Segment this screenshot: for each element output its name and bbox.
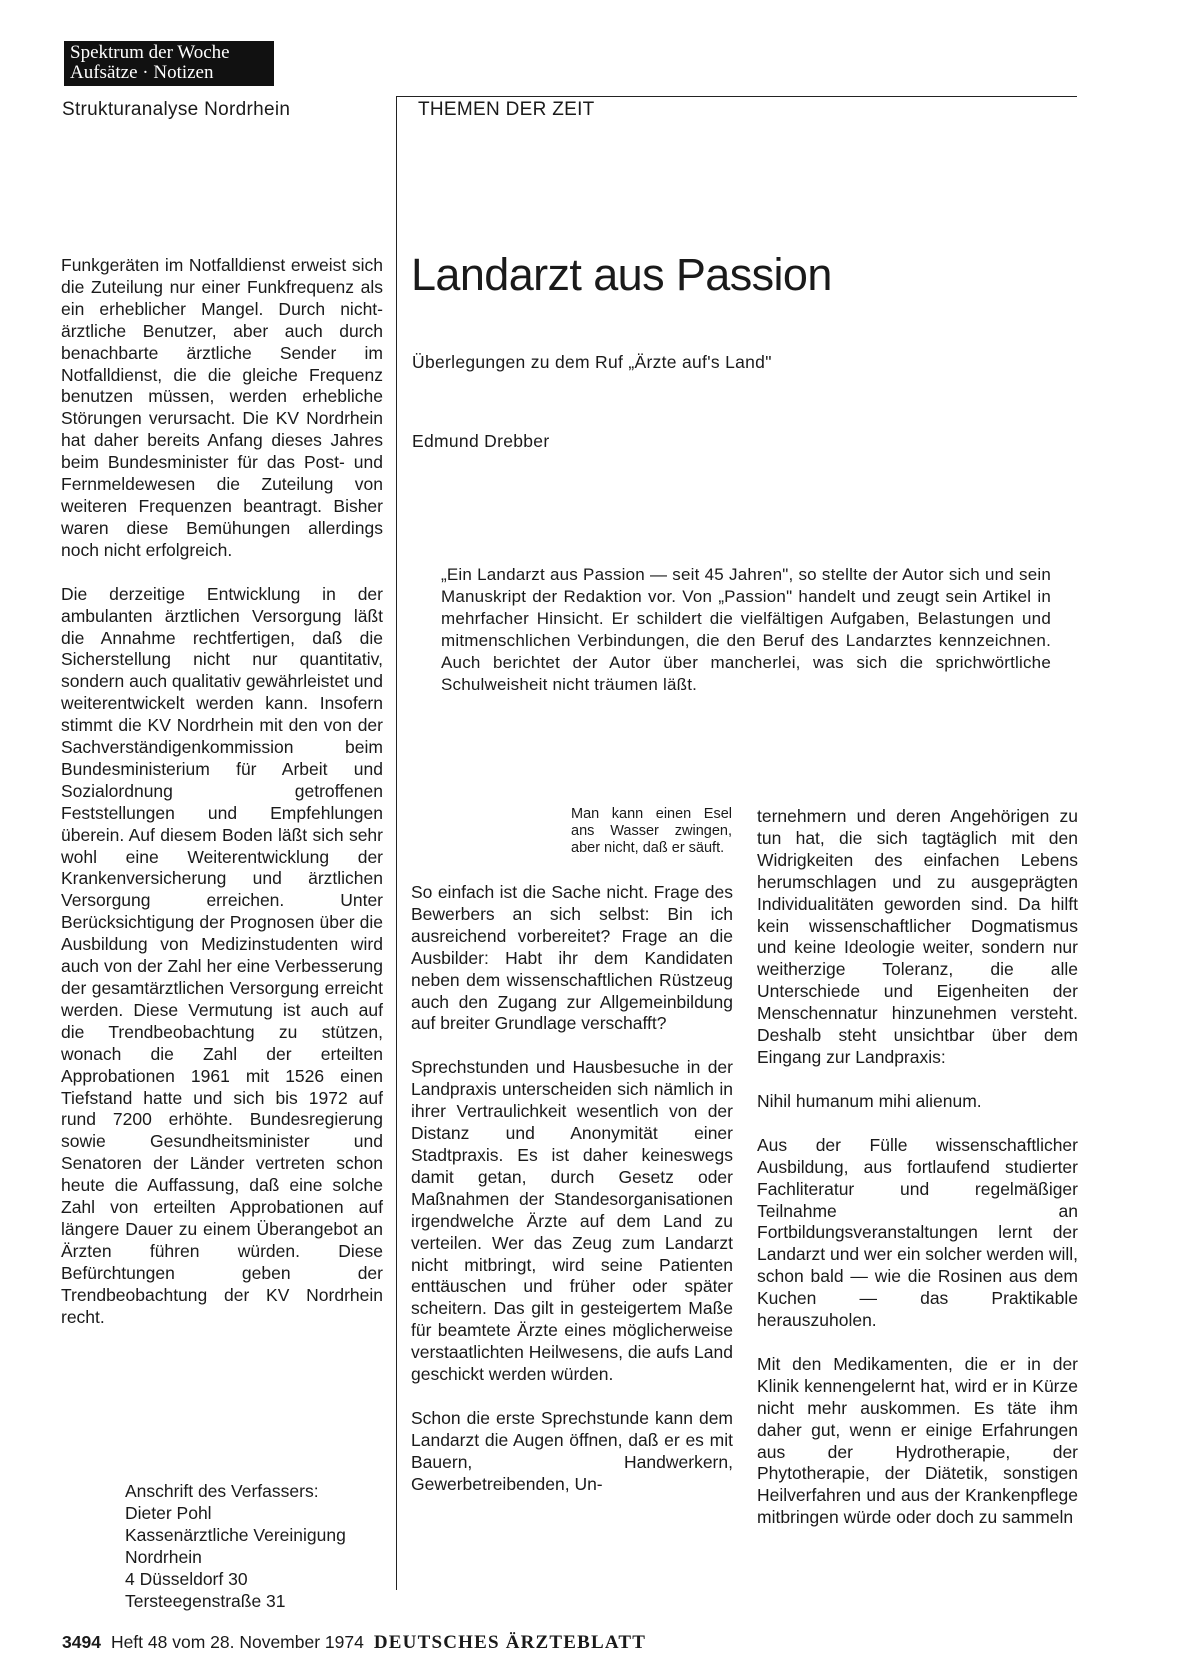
article-intro: „Ein Landarzt aus Passion — seit 45 Jahren", so stellte der Autor sich und sein Manuskript der Redaktion vor. Von „Passion" handelt und zeugt sein Artikel in mehrfacher Hinsicht. Er schildert die vielfältigen Aufgaben, Belastungen und mitmenschlichen Verbindungen, die den Beruf des Landarztes kennzeichnen. Auch berichtet der Autor über mancherlei, was sich die sprichwörtliche Schulweisheit nicht träumen läßt. [441,565,1051,694]
paragraph: Sprechstunden und Hausbesuche in der Landpraxis unterscheiden sich nämlich in ihrer Vertraulichkeit wesentlich von der Distanz und Anonymität einer Stadtpraxis. Es ist daher keineswegs damit getan, durch Gesetz oder Maßnahmen der Standesorganisationen irgendwelche Ärzte auf dem Land zu verteilen. Wer das Zeug zum Landarzt nicht mitbringt, wird seine Patienten enttäuschen und früher oder später scheitern. Das gilt in gesteigertem Maße für beamtete Ärzte eines möglicherweise verstaatlichten Heilwesens, die aufs Land geschickt werden würden. [411,1057,733,1385]
address-line: Dieter Pohl [125,1502,212,1523]
top-rule [396,96,1077,97]
article-title: Landarzt aus Passion [411,249,832,300]
header-badge [64,41,274,86]
magazine-name: DEUTSCHES ÄRZTEBLATT [373,1632,647,1653]
paragraph: So einfach ist die Sache nicht. Frage des Bewerbers an sich selbst: Bin ich ausreichend vorbereitet? Frage an die Ausbilder: Habt ihr dem Kandidaten neben dem wissenschaftlichen Rüstzeug auch den Zugang zur Allgemeinbildung auf breiter Grundlage verschafft? [411,882,733,1034]
paragraph: Aus der Fülle wissenschaftlicher Ausbildung, aus fortlaufend studierter Fachliteratur und regelmäßiger Teilnahme an Fortbildungsveranstaltungen lernt der Landarzt und wer ein solcher werden will, schon bald — wie die Rosinen aus dem Kuchen — das Praktikable herauszuholen. [757,1134,1078,1331]
section-label-right: THEMEN DER ZEIT [418,99,595,120]
article-subtitle: Überlegungen zu dem Ruf „Ärzte auf's Land" [412,352,772,372]
section-label-left: Strukturanalyse Nordrhein [62,99,291,120]
author-address [125,1481,346,1612]
paragraph: ternehmern und deren Angehörigen zu tun hat, die sich tagtäglich mit den Widrigkeiten des einfachen Lebens herumschlagen und zu ausgeprägten Individualitäten geworden sind. Da hilft kein wissenschaftlicher Dogmatismus und keine Ideologie weiter, sondern nur weitherzige Toleranz, die alle Unterschiede und Eigenheiten der Menschennatur hinzunehmen versteht. Deshalb steht unsichtbar über dem Eingang zur Landpraxis: [757,806,1078,1067]
address-line: Anschrift des Verfassers: [125,1481,319,1501]
address-line: Kassenärztliche Vereinigung [125,1524,346,1545]
page-footer [62,1632,646,1654]
address-line: Tersteegenstraße 31 [125,1590,286,1611]
right-column [757,806,1078,1551]
motto-quote: Man kann einen Esel ans Wasser zwingen, aber nicht, daß er säuft. [571,806,732,856]
middle-column [411,882,733,1518]
badge-line-2: Aufsätze · Notizen [70,62,214,83]
article-author: Edmund Drebber [412,431,550,451]
issue-info: Heft 48 vom 28. November 1974 [110,1632,364,1652]
address-line: Nordrhein [125,1546,202,1567]
paragraph: Die derzeitige Entwicklung in der ambulanten ärztlichen Versorgung läßt die Annahme rechtfertigen, daß die Sicherstellung nicht nur quantitativ, sondern auch qualitativ gewährleistet und weiterentwickelt werden kann. Insofern stimmt die KV Nordrhein mit den von der Sachverständigenkommission beim Bundesministerium für Arbeit und Sozialordnung getroffenen Feststellungen und Empfehlungen überein. Auf diesem Boden läßt sich sehr wohl eine Weiterentwicklung der Krankenversicherung und ärztlichen Versorgung erreichen. Unter Berücksichtigung der Prognosen über die Ausbildung von Medizinstudenten wird auch von der Zahl her eine Verbesserung der gesamtärztlichen Versorgung erreicht werden. Diese Vermutung ist auch auf die Trendbeobachtung zu stützen, wonach die Zahl der erteilten Approbationen 1961 mit 1526 einen Tiefstand hatte und sich bis 1972 auf rund 7200 erhöhte. Bundesregierung sowie Gesundheitsminister und Senatoren der Länder vertreten schon heute die Auffassung, daß eine solche Zahl von erteilten Approbationen auf längere Dauer zu einem Überangebot an Ärzten führen würden. Diese Befürchtungen geben der Trendbeobachtung der KV Nordrhein recht. [61,583,384,1327]
paragraph: Nihil humanum mihi alienum. [757,1090,982,1111]
page-number: 3494 [62,1632,101,1652]
column-divider [396,96,397,1590]
paragraph: Funkgeräten im Notfalldienst erweist sich die Zuteilung nur einer Funkfrequenz als ein erheblicher Mangel. Durch nicht-ärztliche Benutzer, aber auch durch benachbarte ärztliche Sender im Notfalldienst, die die gleiche Frequenz benutzen müssen, werden erhebliche Störungen verursacht. Die KV Nordrhein hat daher bereits Anfang dieses Jahres beim Bundesminister für das Post- und Fernmeldewesen die Zuteilung von weiteren Frequenzen beantragt. Bisher waren diese Bemühungen allerdings noch nicht erfolgreich. [61,255,383,560]
left-column [61,255,383,1351]
badge-line-1: Spektrum der Woche [70,42,230,63]
paragraph: Schon die erste Sprechstunde kann dem Landarzt die Augen öffnen, daß er es mit Bauern, Handwerkern, Gewerbetreibenden, Un- [411,1407,733,1494]
paragraph: Mit den Medikamenten, die er in der Klinik kennengelernt hat, wird er in Kürze nicht mehr auskommen. Es täte ihm daher gut, wenn er einige Erfahrungen aus der Hydrotherapie, der Phytotherapie, der Diätetik, sonstigen Heilverfahren und aus der Krankenpflege mitbringen würde oder doch zu sammeln [757,1353,1078,1528]
address-line: 4 Düsseldorf 30 [125,1568,248,1589]
